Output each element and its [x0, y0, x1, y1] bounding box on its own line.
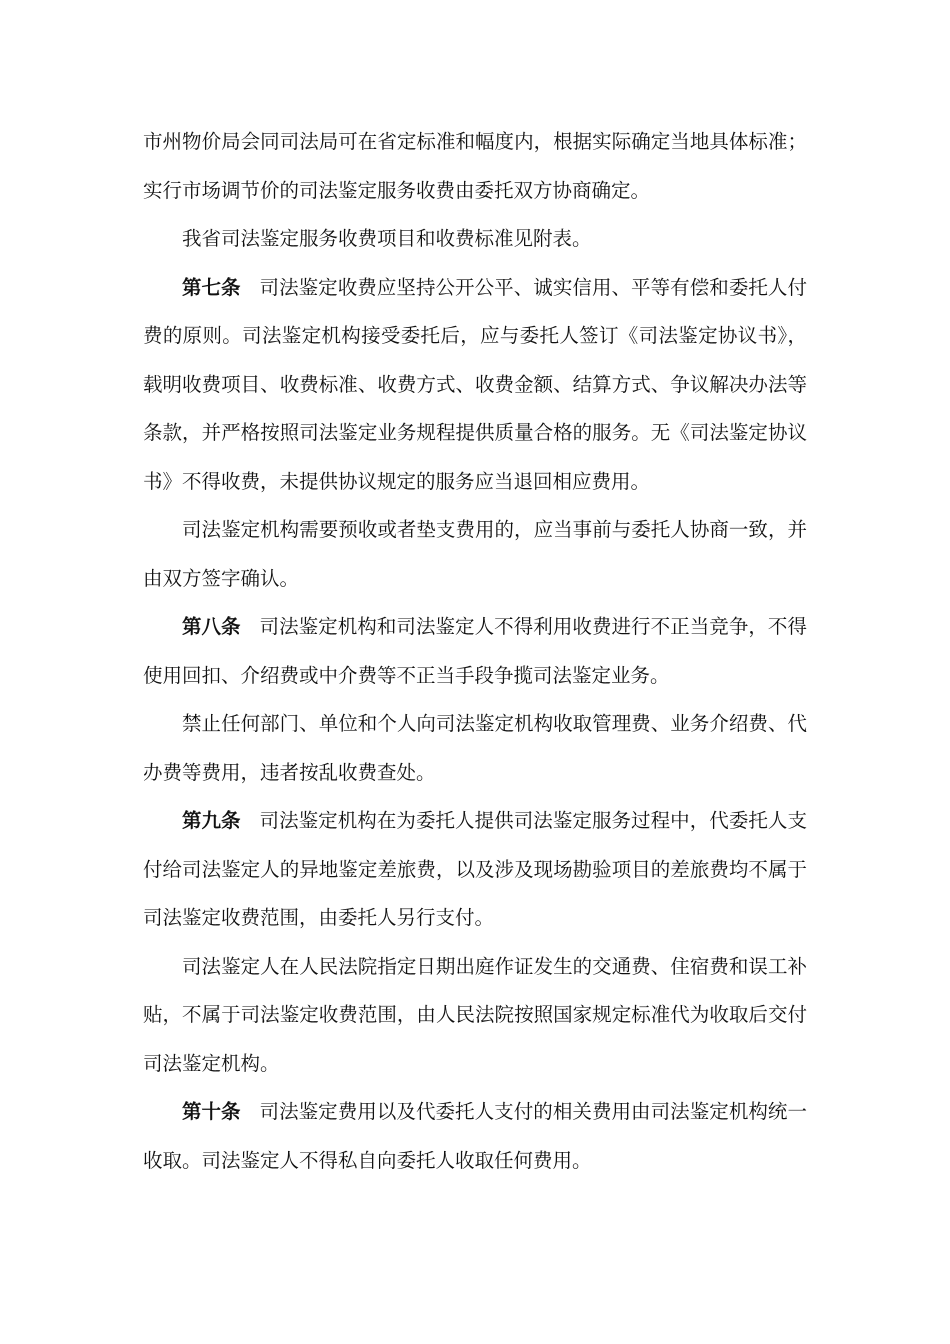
article-heading-line — [143, 797, 807, 846]
article-heading-line — [143, 1088, 807, 1137]
line-text: 禁止任何部门、单位和个人向司法鉴定机构收取管理费、业务介绍费、代 — [182, 712, 807, 735]
article-number: 第十条 — [182, 1100, 241, 1123]
line-text: 办费等费用，违者按乱收费查处。 — [143, 760, 436, 784]
line-text: 司法鉴定机构和司法鉴定人不得利用收费进行不正当竞争，不得 — [259, 615, 807, 638]
line-text: 司法鉴定人在人民法院指定日期出庭作证发生的交通费、住宿费和误工补 — [182, 954, 807, 978]
line-text: 司法鉴定机构在为委托人提供司法鉴定服务过程中，代委托人支 — [259, 809, 807, 832]
body-text-line — [143, 991, 807, 1040]
body-text-line — [143, 555, 807, 604]
line-text: 付给司法鉴定人的异地鉴定差旅费，以及涉及现场勘验项目的差旅费均不属于 — [143, 857, 807, 881]
line-text: 司法鉴定机构。 — [143, 1051, 280, 1075]
line-text: 我省司法鉴定服务收费项目和收费标准见附表。 — [182, 227, 592, 250]
line-text: 费的原则。司法鉴定机构接受委托后，应与委托人签订《司法鉴定协议书》， — [143, 324, 807, 347]
article-heading-line — [143, 264, 807, 313]
body-text-line — [143, 409, 807, 458]
line-text: 实行市场调节价的司法鉴定服务收费由委托双方协商确定。 — [143, 178, 651, 202]
line-text: 载明收费项目、收费标准、收费方式、收费金额、结算方式、争议解决办法等 — [143, 372, 807, 396]
line-text: 司法鉴定机构需要预收或者垫支费用的，应当事前与委托人协商一致，并 — [182, 518, 807, 541]
body-text-line — [143, 749, 807, 798]
article-number: 第八条 — [182, 615, 241, 638]
body-text-line — [143, 361, 807, 410]
line-text: 贴，不属于司法鉴定收费范围，由人民法院按照国家规定标准代为收取后交付 — [143, 1003, 807, 1026]
body-text-line — [143, 458, 807, 507]
body-text-line — [143, 894, 807, 943]
body-text-line — [143, 700, 807, 749]
body-text-line — [143, 312, 807, 361]
article-heading-line — [143, 603, 807, 652]
line-text: 书》不得收费，未提供协议规定的服务应当退回相应费用。 — [143, 469, 651, 493]
article-number: 第七条 — [182, 275, 241, 299]
line-text: 司法鉴定费用以及代委托人支付的相关费用由司法鉴定机构统一 — [259, 1100, 807, 1123]
line-text: 由双方签字确认。 — [143, 566, 300, 590]
body-text-line — [143, 506, 807, 555]
body-text-line — [143, 943, 807, 992]
body-text-line — [143, 1137, 807, 1186]
body-text-line — [143, 652, 807, 701]
line-text: 司法鉴定收费应坚持公开公平、诚实信用、平等有偿和委托人付 — [259, 275, 807, 299]
line-text: 收取。司法鉴定人不得私自向委托人收取任何费用。 — [143, 1148, 592, 1172]
line-text: 司法鉴定收费范围，由委托人另行支付。 — [143, 906, 495, 929]
article-number: 第九条 — [182, 809, 241, 832]
line-text: 市州物价局会同司法局可在省定标准和幅度内，根据实际确定当地具体标准； — [143, 130, 807, 153]
document-body — [143, 118, 807, 1185]
line-text: 条款，并严格按照司法鉴定业务规程提供质量合格的服务。无《司法鉴定协议 — [143, 421, 807, 444]
body-text-line — [143, 167, 807, 216]
body-text-line — [143, 118, 807, 167]
body-text-line — [143, 1040, 807, 1089]
line-text: 使用回扣、介绍费或中介费等不正当手段争揽司法鉴定业务。 — [143, 663, 670, 687]
body-text-line — [143, 215, 807, 264]
body-text-line — [143, 846, 807, 895]
